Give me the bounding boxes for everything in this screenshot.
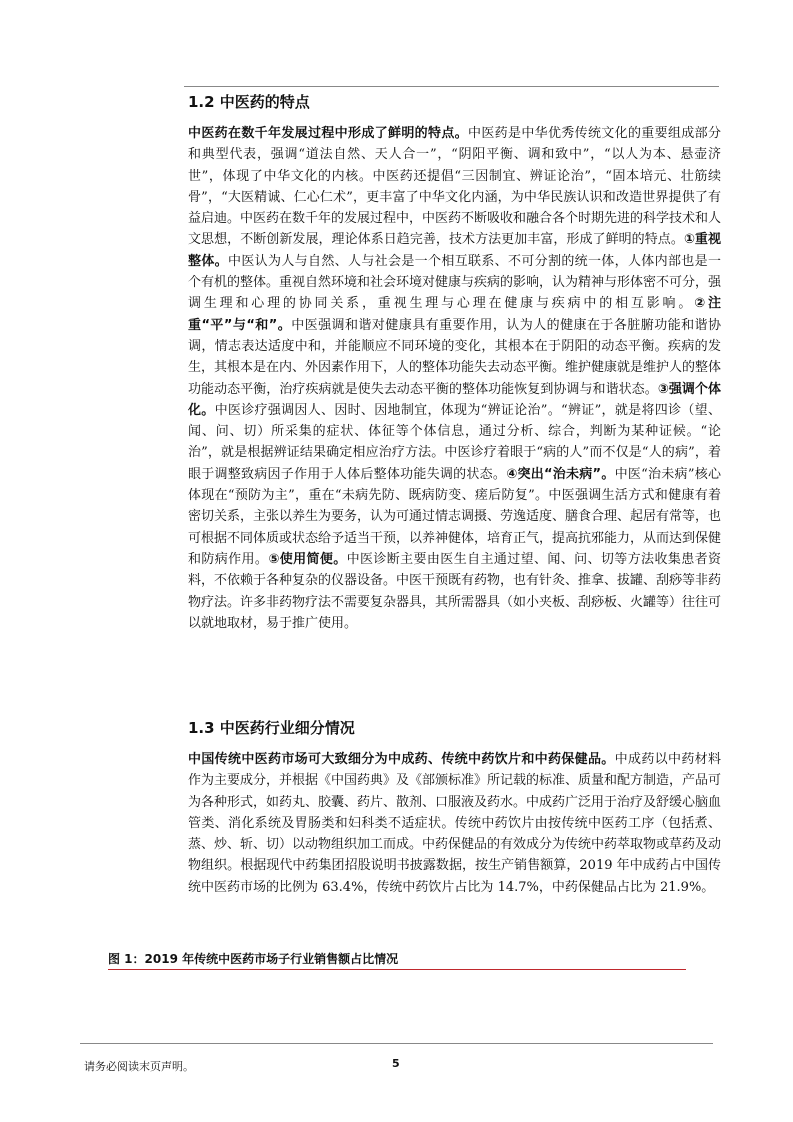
point-title: ②注重“平”与“和”。: [188, 296, 721, 333]
paragraph-lead: 中医药在数千年发展过程中形成了鲜明的特点。: [188, 126, 468, 141]
paragraph-text: 中医药是中华优秀传统文化的重要组成部分和典型代表，强调“道法自然、天人合一”，“阴阳平衡、调和致中”，“以人为本、悬壶济世”，体现了中华文化的内核。中医药还提倡“三因制宜、辨证论治”，“固本培元、壮筋续骨”，“大医精诚、仁心仁术”，更丰富了中华文化内涵，为中华民族认识和改造世界提供了有益启迪。中医药在数千年的发展过程中，中医药不断吸收和融合各个时期先进的科学技术和人文思想，不断创新发展，理论体系日趋完善，技术方法更加丰富，形成了鲜明的特点。: [188, 126, 722, 248]
section-heading-1-3: 1.3 中医药行业细分情况: [188, 719, 355, 737]
footer-rule: [80, 1043, 713, 1044]
point-title: ③强调个体化。: [188, 381, 721, 418]
point-title: ①重视整体。: [188, 232, 721, 269]
paragraph-industry-segments: [188, 749, 721, 898]
section-heading-1-2: 1.2 中医药的特点: [188, 93, 310, 111]
point-title: ④突出“治未病”。: [506, 466, 615, 482]
paragraph-text: 中医“治未病”核心体现在“预防为主”，重在“未病先防、既病防变、瘥后防复”。中医强调生活方式和健康有着密切关系，主张以养生为要务，认为可通过情志调摄、劳逸适度、膳食合理、起居有常等，也可根据不同体质或状态给予适当干预，以养神健体，培育正气，提高抗邪能力，从而达到保健和防病作用。: [188, 466, 722, 567]
point-title: ⑤使用简便。: [268, 551, 347, 567]
paragraph-text: 中医认为人与自然、人与社会是一个相互联系、不可分割的统一体，人体内部也是一个有机的整体。重视自然环境和社会环境对健康与疾病的影响，认为精神与形体密不可分，强调生理和心理的协同关系，重视生理与心理在健康与疾病中的相互影响。: [188, 253, 722, 312]
paragraph-text: 中医诊疗强调因人、因时、因地制宜，体现为“辨证论治”。“辨证”，就是将四诊（望、闻、问、切）所采集的症状、体征等个体信息，通过分析、综合，判断为某种证候。“论治”，就是根据辨证结果确定相应治疗方法。中医诊疗着眼于“病的人”而不仅是“人的病”，着眼于调整致病因子作用于人体后整体功能失调的状态。: [188, 402, 721, 482]
figure-caption: 图 1：2019 年传统中医药市场子行业销售额占比情况: [108, 952, 399, 966]
paragraph-text: 中医强调和谐对健康具有重要作用，认为人的健康在于各脏腑功能和谐协调，情志表达适度中和，并能顺应不同环境的变化，其根本在于阴阳的动态平衡。疾病的发生，其根本是在内、外因素作用下，人的整体功能失去动态平衡。维护健康就是维护人的整体功能动态平衡，治疗疾病就是使失去动态平衡的整体功能恢复到协调与和谐状态。: [188, 317, 722, 397]
paragraph-text: 中成药以中药材料作为主要成分，并根据《中国药典》及《部颁标准》所记载的标准、质量和配方制造，产品可为各种形式，如药丸、胶囊、药片、散剂、口服液及药水。中成药广泛用于治疗及舒缓心脑血管类、消化系统及胃肠类和妇科类不适症状。传统中药饮片由按传统中医药工序（包括煮、蒸、炒、斩、切）以动物组织加工而成。中药保健品的有效成分为传统中药萃取物或草药及动物组织。根据现代中药集团招股说明书披露数据，按生产销售额算，2019 年中成药占中国传统中医药市场的比例为 63.4%，传统中药饮片占比为 14.7%，中药保健品占比为 21.9%。: [188, 752, 722, 895]
figure-caption-rule: [108, 969, 686, 970]
paragraph-text: 中医诊断主要由医生自主通过望、闻、问、切等方法收集患者资料，不依赖于各种复杂的仪器设备。中医干预既有药物，也有针灸、推拿、拔罐、刮痧等非药物疗法。许多非药物疗法不需要复杂器具，其所需器具（如小夹板、刮痧板、火罐等）往往可以就地取材，易于推广使用。: [188, 551, 722, 631]
paragraph-lead: 中国传统中医药市场可大致细分为中成药、传统中药饮片和中药保健品。: [188, 752, 615, 767]
paragraph-tcm-characteristics: [188, 123, 721, 634]
footer-disclaimer: 请务必阅读末页声明。: [84, 1060, 194, 1073]
page-number: 5: [392, 1057, 400, 1070]
header-rule: [184, 86, 719, 87]
